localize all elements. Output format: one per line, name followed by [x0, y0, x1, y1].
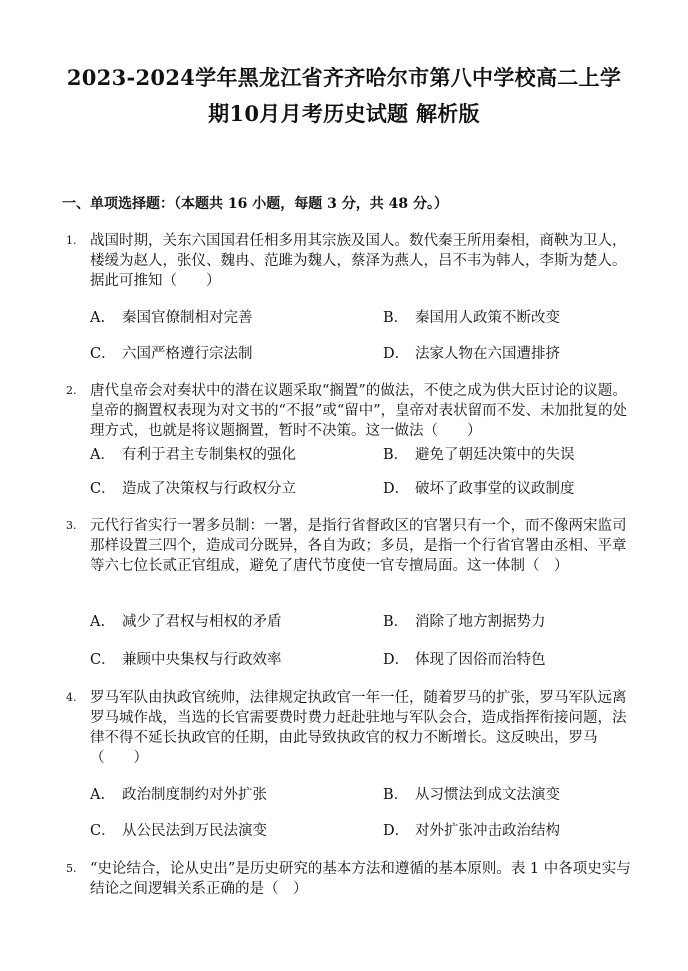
question-3-option-c: [90, 650, 282, 670]
option-text: 从公民法到万民法演变: [122, 823, 267, 839]
question-1-option-a: [90, 308, 253, 328]
option-label: B．: [383, 310, 409, 326]
option-label: D．: [383, 823, 410, 839]
question-1-option-d: [383, 344, 560, 364]
section-heading: 一、单项选择题：（本题共 16 小题，每题 3 分，共 48 分。）: [62, 196, 448, 212]
option-text: 有利于君主专制集权的强化: [122, 447, 296, 463]
question-3-option-b: [383, 612, 546, 632]
question-text: 元代行省实行一署多员制：一署，是指行省督政区的官署只有一个，而不像两宋监司那样设置三四个，造成司分既异，各自为政；多员，是指一个行省官署由丞相、平章等六七位长贰正官组成，避免了唐代节度使一官专擅局面。这一体制（ ）: [90, 518, 627, 574]
question-2-option-c: [90, 479, 296, 499]
option-text: 体现了因俗而治特色: [415, 652, 546, 668]
option-label: B．: [383, 614, 409, 630]
option-text: 法家人物在六国遭排挤: [415, 346, 560, 362]
option-label: B．: [383, 447, 409, 463]
question-5: [66, 859, 636, 899]
question-3-option-a: [90, 612, 282, 632]
option-label: C．: [90, 652, 116, 668]
option-text: 减少了君权与相权的矛盾: [122, 614, 282, 630]
question-2-option-d: [383, 479, 575, 499]
option-text: 六国严格遵行宗法制: [122, 346, 253, 362]
question-text: 唐代皇帝会对奏状中的潜在议题采取“搁置”的做法，不使之成为供大臣讨论的议题。皇帝的搁置权表现为对文书的“不报”或“留中”，皇帝对表状留而不发、未加批复的处理方式，也就是将议题搁置，暂时不决策。这一做法（ ）: [90, 383, 628, 439]
option-label: C．: [90, 481, 116, 497]
option-label: D．: [383, 652, 410, 668]
option-text: 避免了朝廷决策中的失误: [415, 447, 575, 463]
option-text: 政治制度制约对外扩张: [122, 787, 267, 803]
question-text: 战国时期，关东六国国君任相多用其宗族及国人。数代秦王所用秦相，商鞅为卫人，楼缓为赵人，张仪、魏冉、范雎为魏人，蔡泽为燕人，吕不韦为韩人，李斯为楚人。据此可推知（ ）: [90, 233, 627, 289]
option-label: D．: [383, 481, 410, 497]
question-3-option-d: [383, 650, 546, 670]
option-text: 对外扩张冲击政治结构: [415, 823, 560, 839]
question-4-option-b: [383, 785, 560, 805]
question-4-option-d: [383, 821, 560, 841]
question-2-option-a: [90, 445, 296, 465]
option-label: A.: [90, 614, 106, 630]
question-2-option-b: [383, 445, 575, 465]
option-text: 造成了决策权与行政权分立: [122, 481, 296, 497]
question-number: 4.: [66, 691, 77, 704]
question-4: [66, 688, 636, 768]
question-4-option-c: [90, 821, 267, 841]
question-1: [66, 231, 636, 291]
option-label: A.: [90, 787, 106, 803]
option-text: 秦国官僚制相对完善: [122, 310, 253, 326]
option-label: B．: [383, 787, 409, 803]
option-text: 破坏了政事堂的议政制度: [415, 481, 575, 497]
option-text: 秦国用人政策不断改变: [415, 310, 560, 326]
question-number: 5.: [66, 862, 77, 875]
option-label: A．: [90, 447, 115, 463]
question-number: 3.: [66, 519, 77, 532]
question-1-option-b: [383, 308, 560, 328]
option-text: 兼顾中央集权与行政效率: [122, 652, 282, 668]
option-label: D．: [383, 346, 410, 362]
option-label: C．: [90, 823, 116, 839]
document-title-line-1: 2023-2024学年黑龙江省齐齐哈尔市第八中学校高二上学: [66, 65, 622, 90]
question-4-option-a: [90, 785, 267, 805]
question-2: [66, 381, 636, 441]
question-number: 2.: [66, 384, 77, 397]
question-number: 1.: [66, 234, 77, 247]
question-1-option-c: [90, 344, 253, 364]
option-label: C．: [90, 346, 116, 362]
question-text: 罗马军队由执政官统帅，法律规定执政官一年一任，随着罗马的扩张，罗马军队远离罗马城作战，当选的长官需要费时费力赶赴驻地与军队会合，造成指挥衔接问题，法律不得不延长执政官的任期，由此导致执政官的权力不断增长。这反映出，罗马（ ）: [90, 690, 627, 766]
option-text: 从习惯法到成文法演变: [415, 787, 560, 803]
option-text: 消除了地方割据势力: [415, 614, 546, 630]
question-text: “史论结合，论从史出”是历史研究的基本方法和遵循的基本原则。表 1 中各项史实与结论之间逻辑关系正确的是（ ）: [90, 861, 631, 897]
question-3: [66, 516, 636, 576]
option-label: A.: [90, 310, 106, 326]
document-title-line-2: 期10月月考历史试题 解析版: [208, 101, 480, 126]
